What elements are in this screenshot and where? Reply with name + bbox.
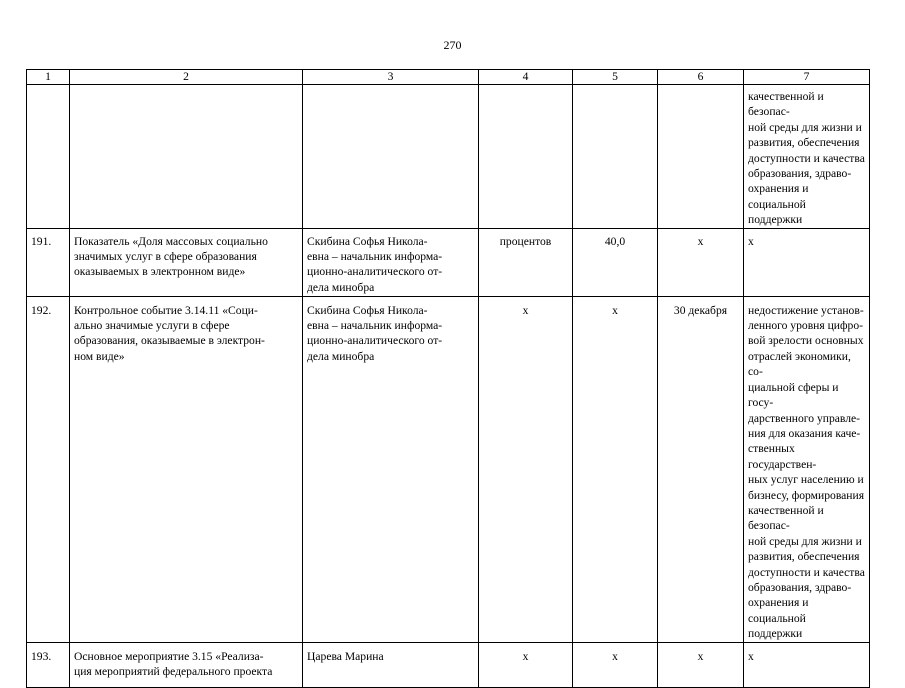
row-name: Основное мероприятие 3.15 «Реализа- ция мероприятий федерального проекта [70,642,303,687]
row-date: 30 декабря [658,296,744,642]
table-row [27,296,870,642]
row-value: х [573,642,658,687]
row-responsible: Царева Марина [303,642,479,687]
row-number [27,85,70,229]
row-risk: х [744,642,870,687]
row-date: х [658,642,744,687]
row-unit: процентов [479,228,573,296]
row-risk: х [744,228,870,296]
table-row [27,642,870,687]
table-row [27,228,870,296]
row-value [573,85,658,229]
row-unit [479,85,573,229]
row-number: 193. [27,642,70,687]
row-name: Показатель «Доля массовых социально значимых услуг в сфере образования оказываемых в электронном виде» [70,228,303,296]
row-risk: недостижение установ- ленного уровня цифро- вой зрелости основных отраслей экономики, со- циальной сферы и госу- дарственного управле- ния для оказания каче- ственных государствен- ных услуг населению и бизнесу, формирования качественной и безопас- ной среды для жизни и развития, обеспечения доступности и качества образования, здраво- охранения и социальной поддержки [744,296,870,642]
row-date: х [658,228,744,296]
table-row [27,85,870,229]
row-number: 191. [27,228,70,296]
row-unit: х [479,642,573,687]
header-cell-2: 2 [70,70,303,85]
header-row [27,70,870,85]
row-unit: х [479,296,573,642]
row-responsible: Скибина Софья Никола- евна – начальник информа- ционно-аналитического от- дела минобра [303,296,479,642]
row-value: 40,0 [573,228,658,296]
header-cell-4: 4 [479,70,573,85]
header-cell-1: 1 [27,70,70,85]
row-responsible [303,85,479,229]
row-number: 192. [27,296,70,642]
row-date [658,85,744,229]
row-value: х [573,296,658,642]
row-name: Контрольное событие 3.14.11 «Соци- ально значимые услуги в сфере образования, оказываемые в электрон- ном виде» [70,296,303,642]
header-cell-3: 3 [303,70,479,85]
header-cell-5: 5 [573,70,658,85]
header-cell-7: 7 [744,70,870,85]
page-number: 270 [443,38,462,52]
row-name [70,85,303,229]
header-cell-6: 6 [658,70,744,85]
plan-table [26,69,870,688]
row-responsible: Скибина Софья Никола- евна – начальник информа- ционно-аналитического от- дела минобра [303,228,479,296]
row-risk: качественной и безопас- ной среды для жизни и развития, обеспечения доступности и качества образования, здраво- охранения и социальной поддержки [744,85,870,229]
